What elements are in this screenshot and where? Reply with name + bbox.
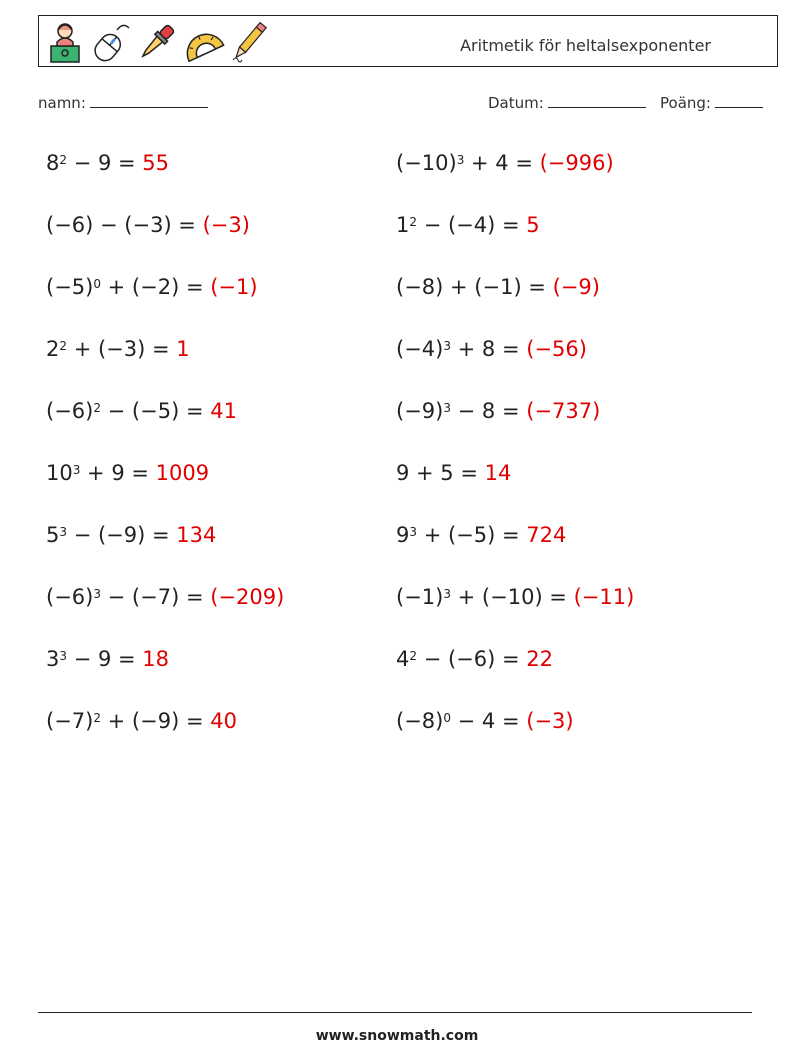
name-label: namn: [38,94,86,112]
problem-4 [396,212,540,238]
problem-base: (−6) [46,399,94,423]
protractor-icon [181,20,225,64]
problem-rest: + (−5) = [417,523,527,547]
name-field[interactable] [38,93,208,113]
problem-7 [46,336,190,362]
problem-1 [46,150,169,176]
problem-answer: (−11) [573,585,635,609]
problem-answer: 1 [176,337,190,361]
problem-18 [396,646,553,672]
problem-answer: (−209) [210,585,285,609]
problem-answer: (−737) [526,399,601,423]
problem-14 [396,522,566,548]
date-field[interactable] [488,93,646,113]
problem-base: 9 + 5 = [396,461,485,485]
score-field[interactable] [660,93,763,113]
score-line [715,93,763,108]
header-box [38,15,778,67]
problem-answer: (−56) [526,337,587,361]
problem-base: (−10) [396,151,457,175]
problem-base: (−7) [46,709,94,733]
problem-exponent: 0 [93,277,101,291]
problem-rest: − (−5) = [100,399,211,423]
problem-answer: 5 [526,213,540,237]
pipette-icon [137,20,177,64]
problem-base: 8 [46,151,60,175]
footer-divider [38,1012,752,1013]
problem-5 [46,274,258,300]
problem-exponent: 3 [443,339,451,353]
problem-2 [396,150,614,176]
problem-rest: + (−2) = [100,275,211,299]
problem-base: (−5) [46,275,94,299]
date-line [548,93,646,108]
problem-base: (−6) − (−3) = [46,213,203,237]
problem-exponent: 3 [443,587,451,601]
problem-12 [396,460,511,486]
problem-11 [46,460,209,486]
problem-9 [46,398,237,424]
problem-rest: + 4 = [464,151,540,175]
problem-base: (−6) [46,585,94,609]
problem-rest: − 8 = [450,399,527,423]
problem-rest: + (−9) = [100,709,211,733]
problem-base: 3 [46,647,60,671]
problem-6 [396,274,600,300]
problem-answer: 724 [526,523,567,547]
problem-8 [396,336,587,362]
problem-answer: 1009 [155,461,210,485]
problem-base: (−8) + (−1) = [396,275,553,299]
problem-base: (−4) [396,337,444,361]
date-label: Datum: [488,94,544,112]
problem-base: (−9) [396,399,444,423]
problem-rest: + (−10) = [450,585,574,609]
problem-answer: 55 [142,151,170,175]
problem-answer: (−9) [552,275,600,299]
computer-mouse-icon [89,20,133,64]
problem-exponent: 3 [59,649,68,663]
problem-exponent: 2 [93,401,101,415]
problem-20 [396,708,574,734]
worksheet-title: Aritmetik för heltalsexponenter [460,36,711,55]
name-line [90,93,208,108]
pencil-icon [229,20,269,64]
problem-exponent: 3 [456,153,465,167]
problem-13 [46,522,216,548]
problem-rest: − (−4) = [417,213,527,237]
problem-answer: (−3) [526,709,574,733]
problem-base: (−1) [396,585,444,609]
problem-rest: + (−3) = [67,337,177,361]
problem-exponent: 2 [59,153,68,167]
problem-17 [46,646,169,672]
problem-answer: 134 [176,523,217,547]
problem-rest: − 9 = [67,647,143,671]
problem-15 [46,584,284,610]
problem-answer: 41 [210,399,237,423]
problem-rest: − (−6) = [417,647,527,671]
problem-exponent: 0 [443,711,451,725]
problem-exponent: 2 [59,339,68,353]
problem-16 [396,584,634,610]
teacher-icon [45,20,85,64]
problem-exponent: 3 [409,525,418,539]
problem-rest: − 9 = [67,151,143,175]
score-label: Poäng: [660,94,711,112]
problem-base: (−8) [396,709,444,733]
problem-base: 10 [46,461,73,485]
problem-base: 9 [396,523,410,547]
problem-exponent: 2 [409,649,418,663]
problem-rest: − (−9) = [67,523,177,547]
problem-base: 5 [46,523,60,547]
problem-3 [46,212,250,238]
problem-answer: 14 [484,461,512,485]
problem-base: 4 [396,647,410,671]
problem-base: 1 [396,213,410,237]
problem-exponent: 3 [443,401,451,415]
problem-10 [396,398,600,424]
problem-answer: 40 [210,709,237,733]
problem-base: 2 [46,337,60,361]
problem-answer: (−996) [539,151,614,175]
problem-answer: 18 [142,647,170,671]
problem-rest: − 4 = [450,709,527,733]
problem-exponent: 2 [409,215,418,229]
problem-answer: (−3) [202,213,250,237]
problem-answer: (−1) [210,275,258,299]
problem-rest: + 8 = [450,337,527,361]
problem-exponent: 3 [72,463,81,477]
footer-url[interactable]: www.snowmath.com [315,1028,479,1044]
problem-exponent: 2 [93,711,101,725]
problem-answer: 22 [526,647,553,671]
problem-19 [46,708,237,734]
problem-rest: − (−7) = [100,585,211,609]
problem-exponent: 3 [93,587,101,601]
problem-exponent: 3 [59,525,68,539]
problem-rest: + 9 = [80,461,156,485]
header-icons [45,18,269,66]
